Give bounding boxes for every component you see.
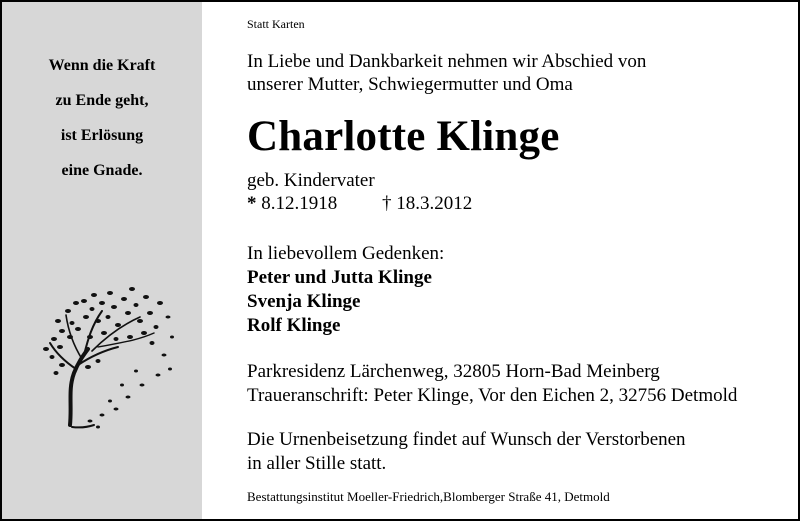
mourner-name: Svenja Klinge — [247, 291, 361, 312]
birth-date — [247, 192, 337, 215]
statt-karten-label: Statt Karten — [247, 17, 305, 31]
sidebar-panel — [2, 2, 202, 519]
residence-address: Parkresidenz Lärchenweg, 32805 Horn-Bad Meinberg — [247, 361, 660, 382]
burial-note-line-2: in aller Stille statt. — [247, 453, 387, 474]
motto-quote — [2, 48, 202, 188]
born-date-value: 8.12.1918 — [261, 193, 338, 214]
motto-line: eine Gnade. — [61, 162, 143, 179]
death-date — [382, 192, 472, 215]
mourner-name: Rolf Klinge — [247, 315, 341, 336]
intro-line-2: unserer Mutter, Schwiegermutter und Oma — [247, 74, 573, 95]
burial-note-line-1: Die Urnenbeisetzung findet auf Wunsch der Verstorbenen — [247, 429, 686, 450]
birth-name: geb. Kindervater — [247, 170, 375, 191]
born-symbol: * — [247, 193, 257, 214]
died-symbol: † — [382, 193, 392, 214]
motto-line: Wenn die Kraft — [48, 57, 156, 74]
funeral-home-footer: Bestattungsinstitut Moeller-Friedrich,Blomberger Straße 41, Detmold — [247, 489, 610, 504]
motto-line: ist Erlösung — [60, 127, 144, 144]
motto-line: zu Ende geht, — [55, 92, 149, 109]
mourners-intro: In liebevollem Gedenken: — [247, 243, 445, 264]
deceased-name: Charlotte Klinge — [247, 113, 560, 160]
intro-line-1: In Liebe und Dankbarkeit nehmen wir Abschied von — [247, 51, 647, 72]
wind-blown-tree-icon — [32, 277, 180, 437]
mourning-address: Traueranschrift: Peter Klinge, Vor den Eichen 2, 32756 Detmold — [247, 385, 738, 406]
mourner-name: Peter und Jutta Klinge — [247, 267, 432, 288]
died-date-value: 18.3.2012 — [396, 193, 473, 214]
